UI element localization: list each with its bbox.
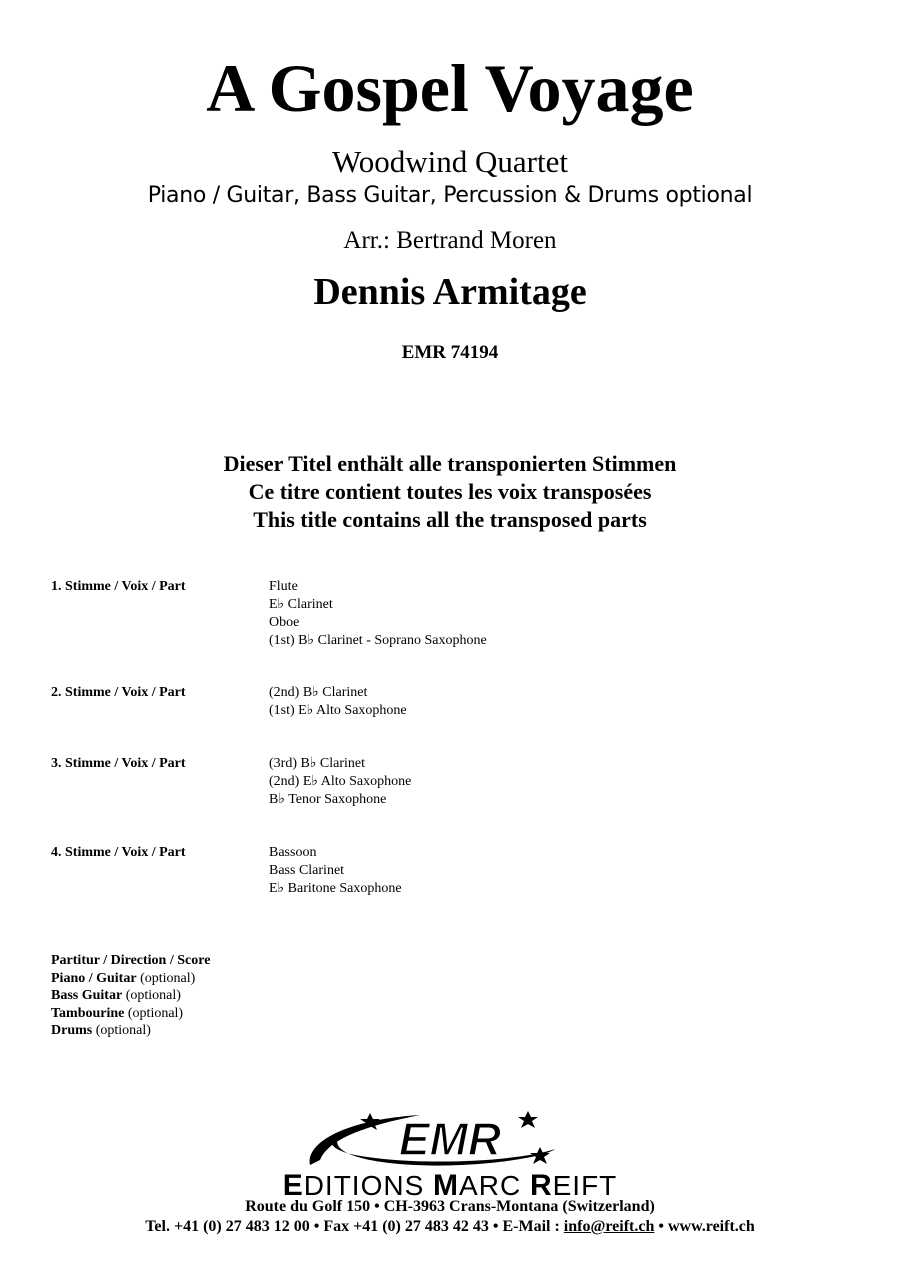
extra-item	[51, 987, 210, 1005]
instrument: (2nd) E♭ Alto Saxophone	[269, 774, 412, 789]
extra-note: (optional)	[95, 1023, 151, 1038]
instrument: B♭ Tenor Saxophone	[269, 792, 387, 807]
score-and-optional-parts	[51, 952, 210, 1040]
subtitle: Woodwind Quartet	[332, 144, 568, 179]
catalog-number: EMR 74194	[401, 342, 499, 363]
arranger: Arr.: Bertrand Moren	[343, 227, 557, 254]
part-4-label: 4. Stimme / Voix / Part	[51, 845, 186, 860]
extra-item	[51, 1022, 210, 1040]
star-icon	[518, 1111, 538, 1128]
extra-note: (optional)	[140, 970, 196, 986]
publisher-name: EDITIONS MARC REIFT	[282, 1169, 618, 1202]
part-3-instruments	[269, 755, 411, 809]
email-link[interactable]: info@reift.ch	[563, 1218, 655, 1235]
instrument: (1st) B♭ Clarinet - Soprano Saxophone	[269, 633, 487, 648]
publisher-contact: Tel. +41 (0) 27 483 12 00 • Fax +41 (0) 27 483 42 43 • E-Mail : info@reift.ch • www.reift.ch	[145, 1218, 755, 1235]
publisher-address: Route du Golf 150 • CH-3963 Crans-Montana (Switzerland)	[245, 1198, 655, 1215]
extra-item	[51, 970, 210, 988]
instrument: E♭ Baritone Saxophone	[269, 881, 402, 896]
instrumentation: Piano / Guitar, Bass Guitar, Percussion & Drums optional	[147, 183, 753, 208]
instrument: (2nd) B♭ Clarinet	[269, 685, 368, 700]
part-2-instruments	[269, 684, 407, 720]
extra-name: Partitur / Direction / Score	[51, 953, 211, 968]
instrument: (3rd) B♭ Clarinet	[269, 756, 366, 771]
instrument: Bass Clarinet	[269, 863, 345, 878]
transposed-parts-notice	[0, 450, 900, 534]
composer: Dennis Armitage	[313, 271, 587, 313]
notice-line-de: Dieser Titel enthält alle transponierten Stimmen	[223, 451, 677, 476]
notice-line-en: This title contains all the transposed parts	[253, 507, 647, 532]
part-4-instruments	[269, 844, 402, 898]
part-3-label: 3. Stimme / Voix / Part	[51, 756, 186, 771]
instrument: Flute	[269, 579, 298, 594]
extra-name: Piano / Guitar	[51, 970, 137, 986]
title: A Gospel Voyage	[206, 50, 694, 126]
extra-item	[51, 952, 210, 970]
extra-name: Tambourine	[51, 1005, 125, 1021]
extra-note: (optional)	[125, 988, 181, 1003]
logo-text: EMR	[398, 1113, 502, 1165]
emr-logo	[300, 1105, 600, 1173]
extra-name: Bass Guitar	[51, 988, 123, 1003]
extra-note: (optional)	[127, 1005, 184, 1021]
instrument: E♭ Clarinet	[269, 597, 333, 612]
extra-name: Drums	[51, 1023, 93, 1038]
instrument: (1st) E♭ Alto Saxophone	[269, 703, 407, 718]
extra-item	[51, 1005, 210, 1023]
instrument: Oboe	[269, 615, 300, 630]
part-1-instruments	[269, 578, 487, 650]
part-2-label: 2. Stimme / Voix / Part	[51, 685, 186, 700]
instrument: Bassoon	[269, 845, 317, 860]
part-1-label: 1. Stimme / Voix / Part	[51, 579, 186, 594]
notice-line-fr: Ce titre contient toutes les voix transposées	[248, 479, 652, 504]
